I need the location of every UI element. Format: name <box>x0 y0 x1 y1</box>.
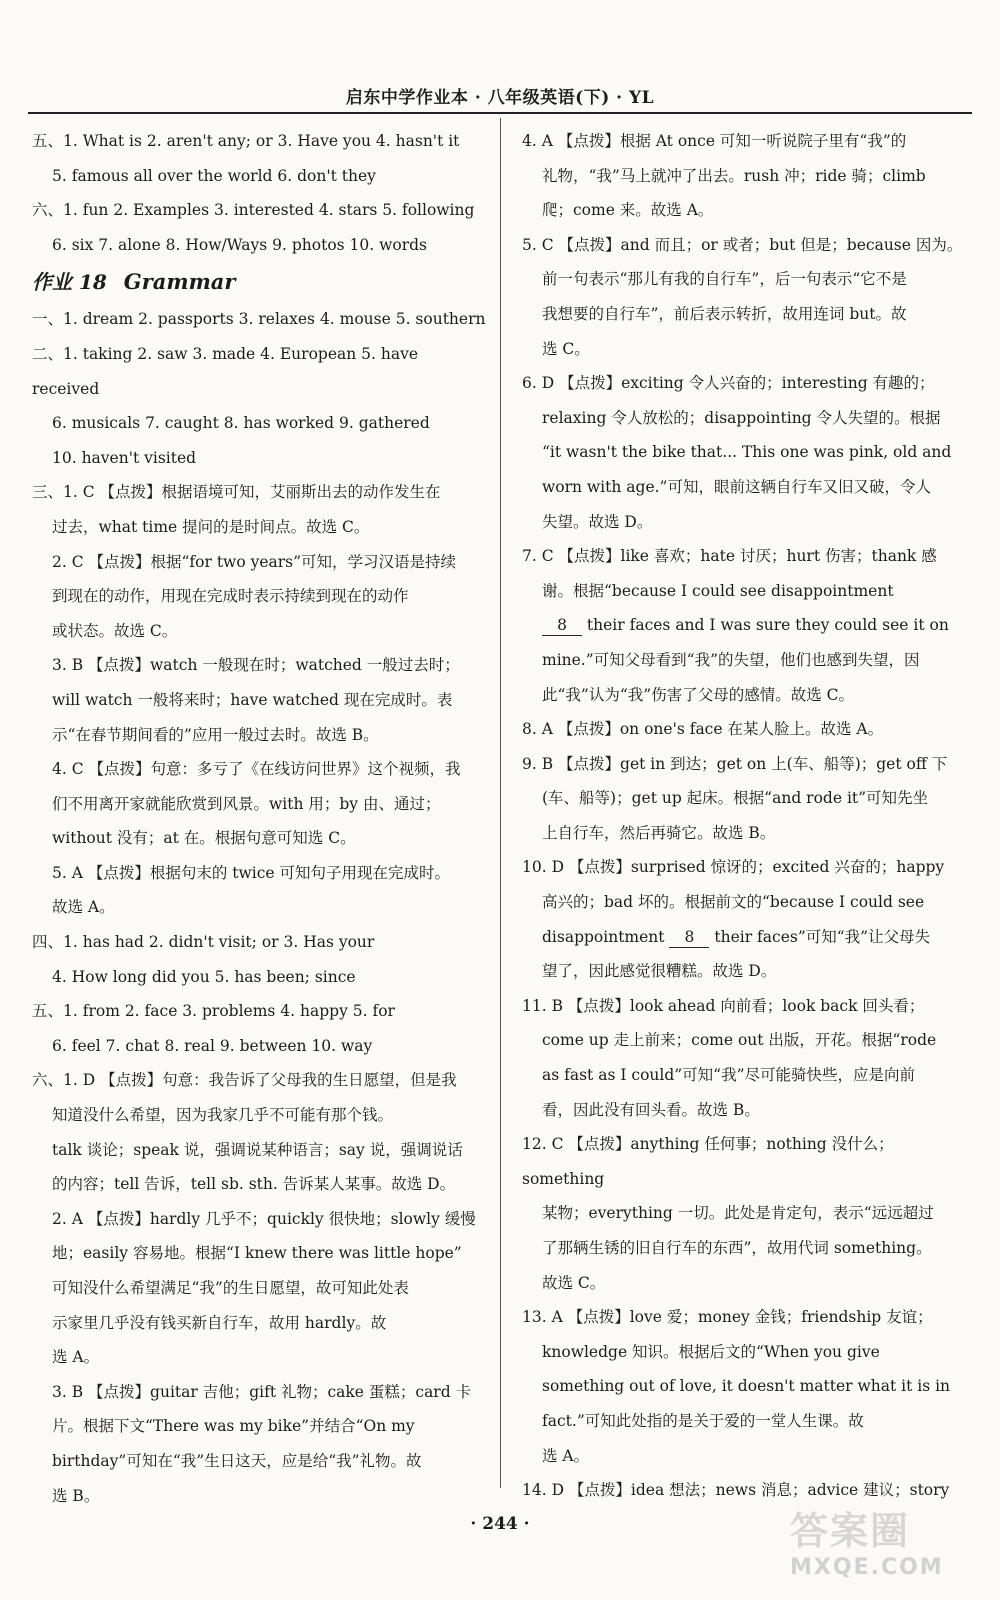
answer-line: 礼物，“我”马上就冲了出去。rush 冲；ride 骑；climb <box>542 166 926 185</box>
answer-line: 此“我”认为“我”伤害了父母的感情。故选 C。 <box>542 685 854 704</box>
answer-line: 或状态。故选 C。 <box>52 621 178 640</box>
answer-line: 望了，因此感觉很糟糕。故选 D。 <box>542 962 777 981</box>
answer-line: 到现在的动作，用现在完成时表示持续到现在的动作 <box>52 587 409 606</box>
answer-line: 前一句表示“那儿有我的自行车”，后一句表示“它不是 <box>542 270 907 289</box>
section-label: 作业 18 <box>32 270 107 295</box>
answer-line: 4. C 【点拨】句意：多亏了《在线访问世界》这个视频，我 <box>52 760 461 779</box>
answer-line: 2. C 【点拨】根据“for two years”可知，学习汉语是持续 <box>52 552 457 571</box>
column-divider <box>500 118 501 1488</box>
answer-line: 故选 A。 <box>52 898 115 917</box>
answer-line: 6. musicals 7. caught 8. has worked 9. gathered <box>52 414 430 433</box>
answer-line: 五、1. What is 2. aren't any; or 3. Have you 4. hasn't it <box>32 132 460 150</box>
answer-line: 8. A 【点拨】on one's face 在某人脸上。故选 A。 <box>522 720 884 739</box>
answer-line: 13. A 【点拨】love 爱；money 金钱；friendship 友谊； <box>522 1308 933 1327</box>
answer-line: 6. feel 7. chat 8. real 9. between 10. way <box>52 1036 373 1055</box>
answer-line: 12. C 【点拨】anything 任何事；nothing 没什么；something <box>522 1135 894 1188</box>
answer-line: 选 B。 <box>52 1486 100 1505</box>
answer-line: 9. B 【点拨】get in 到达；get on 上(车、船等)；get off 下 <box>522 754 948 773</box>
answer-line: 3. B 【点拨】guitar 吉他；gift 礼物；cake 蛋糕；card 卡 <box>52 1382 472 1401</box>
answer-line: 五、1. from 2. face 3. problems 4. happy 5. for <box>32 1002 395 1021</box>
answer-line: 们不用离开家就能欣赏到风景。with 用；by 由、通过； <box>52 794 441 813</box>
left-answers-main <box>32 302 490 1513</box>
answer-line: something out of love, it doesn't matter what it is in <box>542 1377 951 1396</box>
answer-line: 过去，what time 提问的是时间点。故选 C。 <box>52 517 370 536</box>
answer-line: 失望。故选 D。 <box>542 512 653 531</box>
answer-line: talk 谈论；speak 说，强调说某种语言；say 说，强调说话 <box>52 1140 463 1159</box>
watermark-url: MXQE.COM <box>790 1555 944 1580</box>
answer-line: relaxing 令人放松的；disappointing 令人失望的。根据 <box>542 408 941 427</box>
answer-line: come up 走上前来；come out 出版，开花。根据“rode <box>542 1031 937 1050</box>
answer-line: 高兴的；bad 坏的。根据前文的“because I could see <box>542 893 925 912</box>
answer-line: 10. haven't visited <box>52 448 197 467</box>
answer-line: 知道没什么希望，因为我家几乎不可能有那个钱。 <box>52 1106 394 1125</box>
answer-line: 5. A 【点拨】根据句末的 twice 可知句子用现在完成时。 <box>52 863 450 882</box>
right-answers <box>522 124 968 1508</box>
answer-line: 示家里几乎没有钱买新自行车，故用 hardly。故 <box>52 1313 387 1332</box>
watermark-logo <box>790 1500 990 1590</box>
answer-line: 选 C。 <box>542 339 590 358</box>
answer-line: birthday”可知在“我”生日这天，应是给“我”礼物。故 <box>52 1451 422 1470</box>
answer-line: 4. A 【点拨】根据 At once 可知一听说院子里有“我”的 <box>522 132 907 150</box>
answer-line: 2. A 【点拨】hardly 几乎不；quickly 很快地；slowly 缓慢 <box>52 1209 476 1228</box>
section-heading: Grammar <box>123 269 236 295</box>
answer-line: 选 A。 <box>52 1348 100 1367</box>
answer-line: 选 A。 <box>542 1446 590 1465</box>
left-answers-top <box>32 124 490 262</box>
answer-line: 了那辆生锈的旧自行车的东西”，故用代词 something。 <box>542 1239 932 1257</box>
answer-line: 6. six 7. alone 8. How/Ways 9. photos 10. words <box>52 235 427 254</box>
answer-line: disappointment 8 their faces”可知“我”让父母失 <box>542 927 931 946</box>
answer-line: 四、1. has had 2. didn't visit; or 3. Has your <box>32 933 375 952</box>
answer-line: 爬；come 来。故选 A。 <box>542 201 714 220</box>
answer-line: without 没有；at 在。根据句意可知选 C。 <box>52 829 356 848</box>
answer-line: (车、船等)；get up 起床。根据“and rode it”可知先坐 <box>542 789 929 808</box>
answer-line: 10. D 【点拨】surprised 惊讶的；excited 兴奋的；happy <box>522 858 945 877</box>
answer-line: 地；easily 容易地。根据“I knew there was little hope” <box>52 1244 462 1263</box>
answer-line: 我想要的自行车”，前后表示转折，故用连词 but。故 <box>542 304 907 323</box>
answer-line: 5. famous all over the world 6. don't they <box>52 166 376 185</box>
page-number: · 244 · <box>470 1514 530 1534</box>
answer-line: 14. D 【点拨】idea 想法；news 消息；advice 建议；story <box>522 1481 950 1500</box>
answer-line: fact.”可知此处指的是关于爱的一堂人生课。故 <box>542 1411 864 1430</box>
answer-line: will watch 一般将来时；have watched 现在完成时。表 <box>52 690 453 709</box>
answer-line: 11. B 【点拨】look ahead 向前看；look back 回头看； <box>522 996 925 1015</box>
answer-line: 7. C 【点拨】like 喜欢；hate 讨厌；hurt 伤害；thank 感 <box>522 547 937 566</box>
answer-line: knowledge 知识。根据后文的“When you give <box>542 1342 880 1361</box>
right-column <box>522 124 968 1508</box>
answer-line: 一、1. dream 2. passports 3. relaxes 4. mouse 5. southern <box>32 310 486 329</box>
page-header: 启东中学作业本 · 八年级英语(下) · YL <box>28 84 972 114</box>
answer-line: 8 their faces and I was sure they could see it on <box>522 608 968 643</box>
answer-line: 片。根据下文“There was my bike”并结合“On my <box>52 1417 415 1436</box>
answer-line: “it wasn't the bike that... This one was pink, old and <box>542 443 952 462</box>
answer-line: 看，因此没有回头看。故选 B。 <box>542 1100 760 1119</box>
answer-line: 某物；everything 一切。此处是肯定句，表示“远远超过 <box>542 1204 934 1223</box>
answer-line: worn with age.”可知，眼前这辆自行车又旧又破，令人 <box>542 477 931 496</box>
answer-line: 三、1. C 【点拨】根据语境可知，艾丽斯出去的动作发生在 <box>32 483 441 502</box>
answer-line: 的内容；tell 告诉，tell sb. sth. 告诉某人某事。故选 D。 <box>52 1175 456 1194</box>
answer-line: 谢。根据“because I could see disappointment <box>542 581 894 600</box>
answer-line: 上自行车，然后再骑它。故选 B。 <box>542 823 776 842</box>
watermark-text: 答案圈 <box>790 1509 911 1553</box>
section-title <box>32 262 490 302</box>
answer-line: 二、1. taking 2. saw 3. made 4. European 5. have received <box>32 344 419 398</box>
answer-line: 六、1. D 【点拨】句意：我告诉了父母我的生日愿望，但是我 <box>32 1071 457 1090</box>
answer-line: 5. C 【点拨】and 而且；or 或者；but 但是；because 因为。 <box>522 235 963 254</box>
answer-line: 可知没什么希望满足“我”的生日愿望，故可知此处表 <box>52 1279 409 1297</box>
answer-line: 六、1. fun 2. Examples 3. interested 4. stars 5. following <box>32 201 475 220</box>
answer-line: 示“在春节期间看的”应用一般过去时。故选 B。 <box>52 725 379 744</box>
left-column <box>32 124 490 1513</box>
answer-line: as fast as I could”可知“我”尽可能骑快些，应是向前 <box>542 1066 916 1085</box>
answer-line: mine.”可知父母看到“我”的失望，他们也感到失望，因 <box>542 650 920 669</box>
answer-line: 6. D 【点拨】exciting 令人兴奋的；interesting 有趣的； <box>522 374 935 393</box>
answer-line: 故选 C。 <box>542 1273 606 1292</box>
answer-line: 3. B 【点拨】watch 一般现在时；watched 一般过去时； <box>52 656 460 675</box>
answer-line: 4. How long did you 5. has been; since <box>52 967 356 986</box>
